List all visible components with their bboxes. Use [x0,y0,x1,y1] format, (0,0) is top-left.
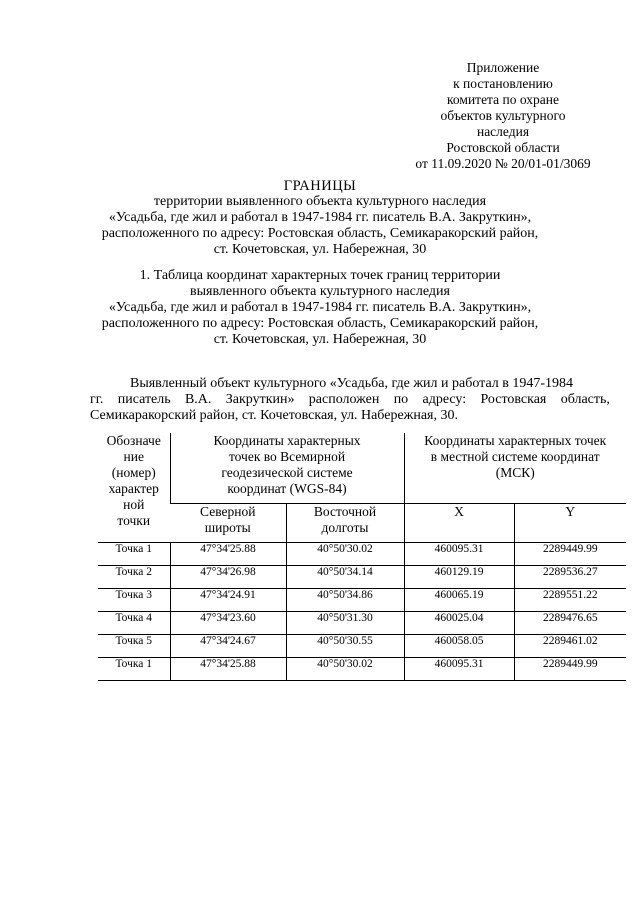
cell-latitude: 47°34'24.91 [170,589,286,612]
title-main: ГРАНИЦЫ [283,178,357,194]
table-title-line: «Усадьба, где жил и работал в 1947-1984 гг. писатель В.А. Закруткин», [108,300,532,315]
title-line: «Усадьба, где жил и работал в 1947-1984 гг. писатель В.А. Закруткин», [108,210,532,225]
annex-line: Ростовской области [446,140,560,155]
cell-y: 2289551.22 [514,589,626,612]
cell-point: Точка 1 [98,658,170,681]
header-y: Y [514,504,626,543]
cell-point: Точка 5 [98,635,170,658]
paragraph-word: по [393,392,409,407]
cell-longitude: 40°50'34.86 [286,589,404,612]
table-row [98,566,626,589]
paragraph-line [90,392,610,408]
cell-longitude: 40°50'30.55 [286,635,404,658]
title-line: ст. Кочетовская, ул. Набережная, 30 [213,242,427,257]
cell-point: Точка 2 [98,566,170,589]
title-line: территории выявленного объекта культурного наследия [153,194,487,209]
header-x: X [404,504,514,543]
cell-longitude: 40°50'34.14 [286,566,404,589]
cell-point: Точка 3 [98,589,170,612]
cell-x: 460129.19 [404,566,514,589]
annex-line: Приложение [466,60,540,75]
cell-latitude: 47°34'25.88 [170,658,286,681]
header-north-latitude: Северной широты [170,504,286,543]
cell-y: 2289449.99 [514,658,626,681]
paragraph-word: расположен [308,392,380,407]
paragraph-word: Закруткин» [225,392,295,407]
cell-latitude: 47°34'25.88 [170,543,286,566]
title-line: расположенного по адресу: Ростовская область, Семикаракорский район, [101,226,539,241]
table-row [98,612,626,635]
paragraph-word: Ростовская [480,392,547,407]
header-point-designation: Обозначе ние (номер) характер ной точки [98,433,170,543]
cell-y: 2289449.99 [514,543,626,566]
document-title [0,178,640,258]
cell-y: 2289461.02 [514,635,626,658]
annex-line: наследия [476,124,530,139]
annex-date-number: от 11.09.2020 № 20/01-01/3069 [415,156,591,171]
cell-latitude: 47°34'24.67 [170,635,286,658]
paragraph-word: гг. [90,392,104,407]
paragraph-word: писатель [117,392,171,407]
table-row [98,635,626,658]
cell-point: Точка 1 [98,543,170,566]
header-wgs84-group: Координаты характерных точек во Всемирной геодезической системе координат (WGS-84) [170,433,404,504]
annex-line: к постановлению [453,76,553,91]
cell-y: 2289536.27 [514,566,626,589]
cell-y: 2289476.65 [514,612,626,635]
paragraph-word: В.А. [184,392,212,407]
table-title-line: ст. Кочетовская, ул. Набережная, 30 [213,332,427,347]
cell-x: 460095.31 [404,658,514,681]
cell-x: 460025.04 [404,612,514,635]
cell-longitude: 40°50'30.02 [286,658,404,681]
cell-x: 460058.05 [404,635,514,658]
cell-point: Точка 4 [98,612,170,635]
annex-line: объектов культурного [440,108,566,123]
cell-x: 460095.31 [404,543,514,566]
table-subheader-row [98,504,626,543]
annex-block [390,60,616,172]
annex-line: комитета по охране [447,92,559,107]
cell-latitude: 47°34'26.98 [170,566,286,589]
table-row [98,543,626,566]
paragraph-word: адресу: [422,392,467,407]
cell-longitude: 40°50'30.02 [286,543,404,566]
cell-latitude: 47°34'23.60 [170,612,286,635]
cell-x: 460065.19 [404,589,514,612]
header-msk-group: Координаты характерных точек в местной системе координат (МСК) [404,433,626,504]
header-east-longitude: Восточной долготы [286,504,404,543]
paragraph-line: Выявленный объект культурного «Усадьба, где жил и работал в 1947-1984 [130,376,574,391]
table-title-line: выявленного объекта культурного наследия [190,284,450,299]
table-title [0,268,640,348]
paragraph-word: область, [560,392,610,407]
table-title-line: расположенного по адресу: Ростовская область, Семикаракорский район, [101,316,539,331]
table-row [98,658,626,681]
description-paragraph [90,376,610,424]
table-header-row [98,433,626,504]
paragraph-line: Семикаракорский район, ст. Кочетовская, ул. Набережная, 30. [90,408,458,423]
coordinates-table [98,433,626,681]
cell-longitude: 40°50'31.30 [286,612,404,635]
table-title-line: 1. Таблица координат характерных точек границ территории [139,268,501,283]
table-row [98,589,626,612]
